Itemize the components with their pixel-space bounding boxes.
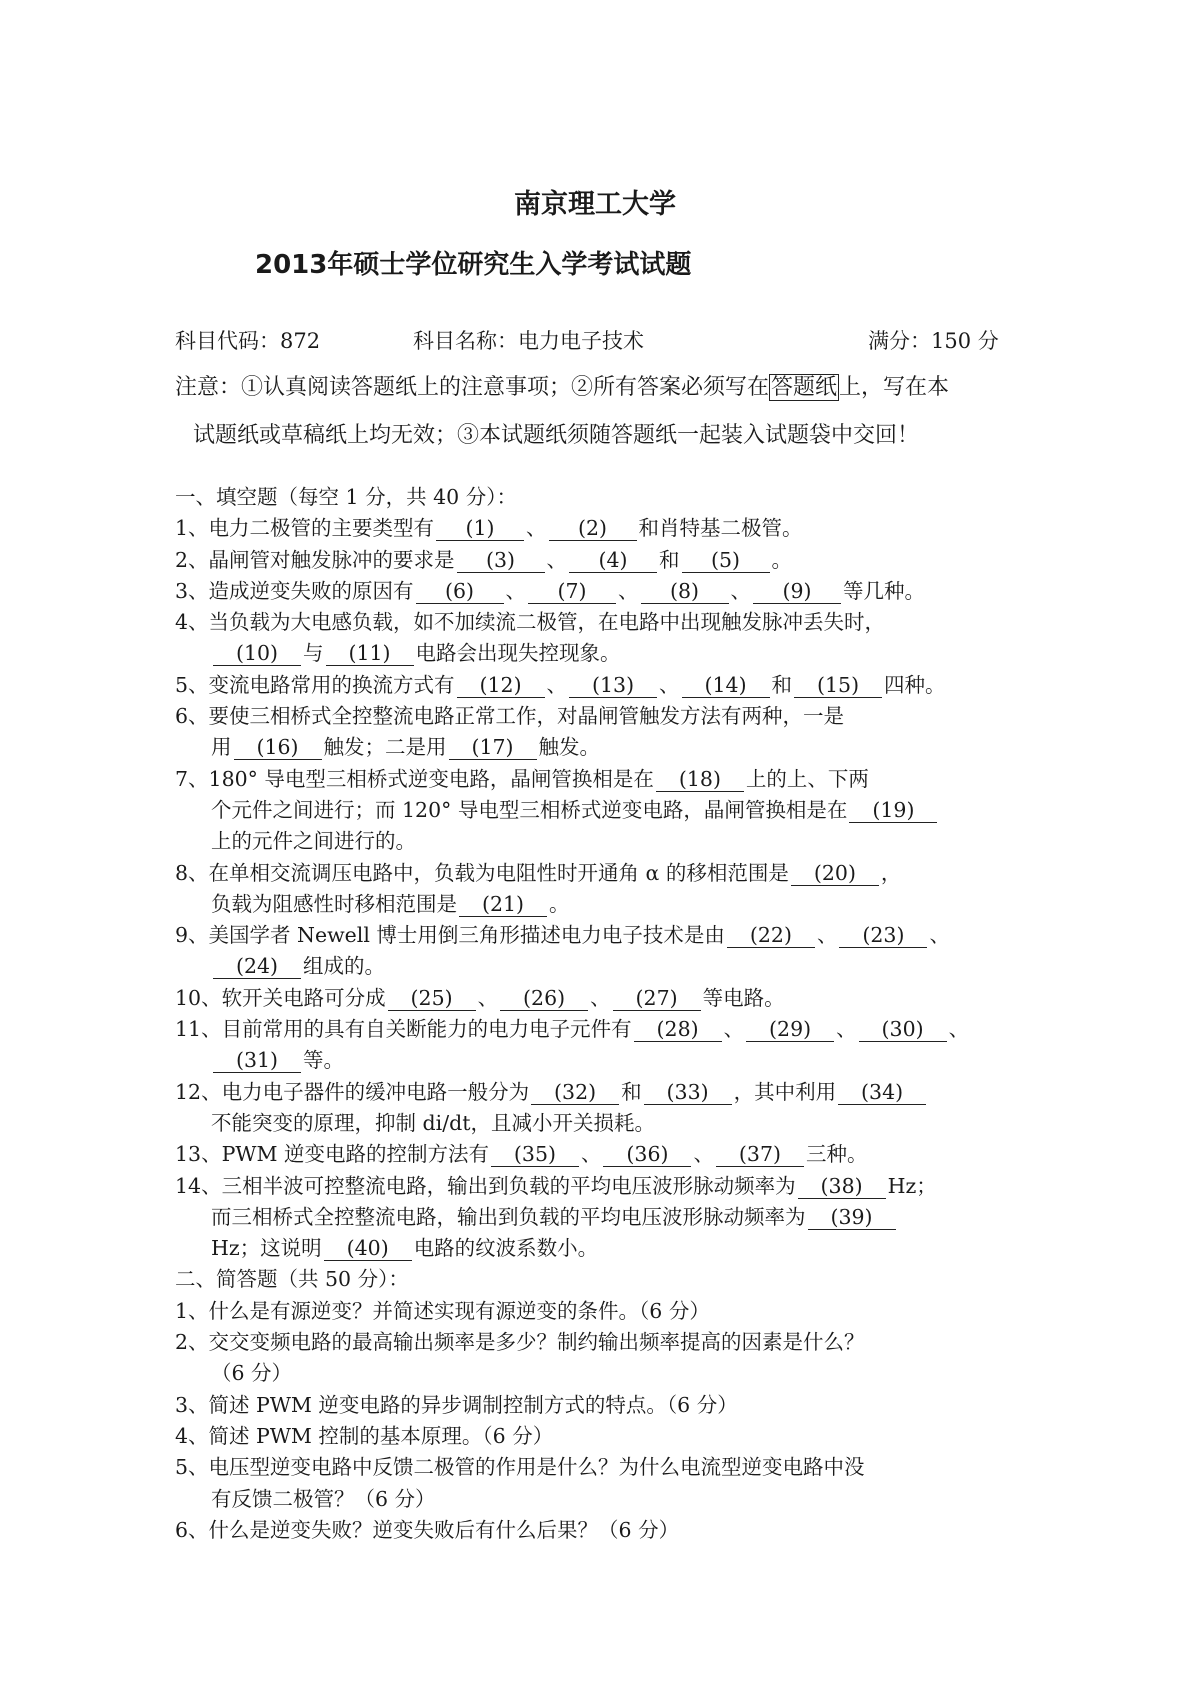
answer-blank: (13) xyxy=(569,673,657,698)
question-text: 与 xyxy=(303,641,324,666)
answer-blank: (33) xyxy=(644,1080,732,1105)
question-text: 不能突变的原理，抑制 di/dt，且减小开关损耗。 xyxy=(211,1110,655,1135)
answer-blank: (40) xyxy=(324,1236,412,1261)
answer-blank: (38) xyxy=(798,1174,886,1199)
question-text: 、 xyxy=(929,923,950,948)
question-text: 、 xyxy=(580,1142,602,1167)
question-text: 6、要使三相桥式全控整流电路正常工作，对晶闸管触发方法有两种，一是 xyxy=(175,704,845,729)
question-text: 和 xyxy=(621,1079,642,1104)
question-line xyxy=(175,1421,1055,1452)
answer-blank: (22) xyxy=(727,923,815,948)
question-text: ， xyxy=(880,860,902,885)
question-text: 组成的。 xyxy=(303,954,385,979)
question-line xyxy=(175,545,1055,576)
question-text: 、 xyxy=(477,985,499,1010)
question-text: 、 xyxy=(659,672,680,697)
answer-blank: (19) xyxy=(849,798,937,823)
answer-blank: (36) xyxy=(603,1142,691,1167)
notice-text: 注意：①认真阅读答题纸上的注意事项；②所有答案必须写在 xyxy=(175,375,770,400)
question-text: 11、目前常用的具有自关断能力的电力电子元件有 xyxy=(175,1017,632,1042)
answer-blank: (12) xyxy=(457,673,545,698)
answer-blank: (34) xyxy=(838,1080,926,1105)
answer-blank: (8) xyxy=(641,579,729,604)
question-text: 、 xyxy=(546,547,568,572)
question-text: 触发。 xyxy=(538,735,600,760)
answer-blank: (27) xyxy=(613,986,701,1011)
answer-blank: (31) xyxy=(213,1048,301,1073)
question-line xyxy=(175,1014,1055,1045)
question-line xyxy=(175,576,1055,607)
question-line xyxy=(175,1296,1055,1327)
answer-blank: (39) xyxy=(808,1205,896,1230)
notice-line-1 xyxy=(175,370,949,401)
answer-blank: (30) xyxy=(859,1017,947,1042)
question-text: 4、当负载为大电感负载，如不加续流二极管，在电路中出现触发脉冲丢失时， xyxy=(175,610,886,635)
notice-boxed-text: 答题纸 xyxy=(771,375,838,400)
answer-blank: (24) xyxy=(213,954,301,979)
question-line xyxy=(175,1171,1055,1202)
question-text: 12、电力电子器件的缓冲电路一般分为 xyxy=(175,1079,530,1104)
question-text: 电路会出现失控现象。 xyxy=(415,641,621,666)
question-line xyxy=(175,1515,1055,1546)
question-text: 。 xyxy=(771,547,793,572)
question-line xyxy=(175,826,1055,857)
question-text: 14、三相半波可控整流电路，输出到负载的平均电压波形脉动频率为 xyxy=(175,1173,796,1198)
exam-title: 2013年硕士学位研究生入学考试试题 xyxy=(255,250,692,280)
question-line xyxy=(175,670,1055,701)
answer-blank: (16) xyxy=(234,735,322,760)
answer-blank: (32) xyxy=(531,1080,619,1105)
question-text: 、 xyxy=(618,578,639,603)
question-line xyxy=(175,1139,1055,1170)
answer-blank: (2) xyxy=(549,516,637,541)
question-text: 、 xyxy=(590,985,611,1010)
question-line xyxy=(175,607,1055,638)
answer-blank: (29) xyxy=(746,1017,834,1042)
university-name: 南京理工大学 xyxy=(514,189,676,220)
question-line xyxy=(175,1108,1055,1139)
question-line xyxy=(175,732,1055,763)
question-text: 、 xyxy=(948,1017,970,1042)
question-line xyxy=(175,951,1055,982)
question-text: 5、电压型逆变电路中反馈二极管的作用是什么？为什么电流型逆变电路中没 xyxy=(175,1455,865,1480)
answer-blank: (18) xyxy=(656,767,744,792)
answer-blank: (25) xyxy=(388,986,476,1011)
answer-blank: (17) xyxy=(449,735,537,760)
question-text: 个元件之间进行；而 120° 导电型三相桥式逆变电路，晶闸管换相是在 xyxy=(211,797,848,822)
question-line xyxy=(175,858,1055,889)
question-text: Hz；这说明 xyxy=(211,1236,322,1261)
question-text: 9、美国学者 Newell 博士用倒三角形描述电力电子技术是由 xyxy=(175,923,725,948)
question-text: 6、什么是逆变失败？逆变失败后有什么后果？（6 分） xyxy=(175,1517,680,1542)
question-line xyxy=(175,1390,1055,1421)
full-score: 满分：150 分 xyxy=(868,329,999,353)
answer-blank: (1) xyxy=(436,516,524,541)
answer-blank: (35) xyxy=(491,1142,579,1167)
question-text: 、 xyxy=(816,923,838,948)
answer-blank: (14) xyxy=(682,673,770,698)
section-heading: 二、简答题（共 50 分）： xyxy=(175,1267,409,1292)
question-text: 13、PWM 逆变电路的控制方法有 xyxy=(175,1142,489,1167)
answer-blank: (4) xyxy=(569,548,657,573)
answer-blank: (11) xyxy=(326,641,414,666)
question-text: （6 分） xyxy=(211,1361,293,1386)
answer-blank: (21) xyxy=(459,892,547,917)
question-text: 3、造成逆变失败的原因有 xyxy=(175,578,414,603)
question-line xyxy=(175,1077,1055,1108)
question-line xyxy=(175,1327,1055,1358)
question-line xyxy=(175,1358,1055,1389)
answer-blank: (15) xyxy=(794,673,882,698)
question-text: 电路的纹波系数小。 xyxy=(413,1236,599,1261)
question-text: 10、软开关电路可分成 xyxy=(175,985,386,1010)
answer-blank: (9) xyxy=(753,579,841,604)
question-text: 、 xyxy=(546,672,568,697)
question-text: ，其中利用 xyxy=(733,1079,837,1104)
question-line xyxy=(175,1202,1055,1233)
question-text: 三种。 xyxy=(805,1142,868,1167)
question-text: 等。 xyxy=(303,1048,344,1073)
question-line xyxy=(175,513,1055,544)
question-text: 上的上、下两 xyxy=(745,766,869,791)
question-text: 有反馈二极管？（6 分） xyxy=(211,1486,436,1511)
question-text: 和 xyxy=(771,672,793,697)
question-text: 四种。 xyxy=(884,672,946,697)
notice-line-2: 试题纸或草稿纸上均无效；③本试题纸须随答题纸一起装入试题袋中交回！ xyxy=(193,423,920,448)
question-line xyxy=(175,764,1055,795)
question-text: 等电路。 xyxy=(702,985,785,1010)
exam-questions xyxy=(175,482,1055,1546)
answer-blank: (6) xyxy=(416,579,504,604)
answer-blank: (26) xyxy=(500,986,588,1011)
question-text: 5、变流电路常用的换流方式有 xyxy=(175,672,455,697)
answer-blank: (3) xyxy=(457,548,545,573)
answer-blank: (28) xyxy=(634,1017,722,1042)
question-text: 等几种。 xyxy=(843,578,926,603)
question-text: 、 xyxy=(526,516,547,541)
question-line xyxy=(175,920,1055,951)
answer-blank: (10) xyxy=(213,641,301,666)
question-text: 1、电力二极管的主要类型有 xyxy=(175,516,435,541)
question-line xyxy=(175,1045,1055,1076)
question-text: 4、简述 PWM 控制的基本原理。（6 分） xyxy=(175,1423,554,1448)
question-text: 。 xyxy=(549,891,570,916)
subject-code: 科目代码：872 xyxy=(175,329,321,353)
question-text: 、 xyxy=(505,578,527,603)
question-line xyxy=(175,889,1055,920)
question-text: 、 xyxy=(723,1017,745,1042)
question-line xyxy=(175,1452,1055,1483)
answer-blank: (20) xyxy=(791,861,879,886)
question-line xyxy=(175,795,1055,826)
question-text: 、 xyxy=(730,578,752,603)
answer-blank: (7) xyxy=(528,579,616,604)
question-text: 触发；二是用 xyxy=(323,735,447,760)
question-line xyxy=(175,701,1055,732)
question-text: Hz； xyxy=(887,1173,937,1198)
question-text: 2、晶闸管对触发脉冲的要求是 xyxy=(175,547,455,572)
question-text: 8、在单相交流调压电路中，负载为电阻性时开通角 α 的移相范围是 xyxy=(175,860,789,885)
notice-text: 上，写在本 xyxy=(839,375,950,400)
question-text: 7、180° 导电型三相桥式逆变电路，晶闸管换相是在 xyxy=(175,766,654,791)
question-line xyxy=(175,1233,1055,1264)
question-text: 上的元件之间进行的。 xyxy=(211,829,416,854)
question-text: 、 xyxy=(836,1017,857,1042)
section-heading: 一、填空题（每空 1 分，共 40 分）： xyxy=(175,485,517,509)
question-text: 、 xyxy=(693,1142,714,1167)
question-line xyxy=(175,983,1055,1014)
question-text: 负载为阻感性时移相范围是 xyxy=(211,891,457,916)
answer-blank: (37) xyxy=(716,1142,804,1167)
question-line xyxy=(175,1484,1055,1515)
subject-name: 科目名称：电力电子技术 xyxy=(413,329,644,353)
question-text: 2、交交变频电路的最高输出频率是多少？制约输出频率提高的因素是什么？ xyxy=(175,1330,865,1355)
question-text: 和肖特基二极管。 xyxy=(638,516,803,541)
question-text: 用 xyxy=(211,735,232,760)
answer-blank: (5) xyxy=(682,548,770,573)
question-text: 3、简述 PWM 逆变电路的异步调制控制方式的特点。（6 分） xyxy=(175,1392,738,1417)
question-text: 和 xyxy=(659,547,680,572)
answer-blank: (23) xyxy=(839,923,927,948)
question-line xyxy=(175,638,1055,669)
question-text: 1、什么是有源逆变？并简述实现有源逆变的条件。（6 分） xyxy=(175,1298,710,1323)
question-text: 而三相桥式全控整流电路，输出到负载的平均电压波形脉动频率为 xyxy=(211,1204,806,1229)
